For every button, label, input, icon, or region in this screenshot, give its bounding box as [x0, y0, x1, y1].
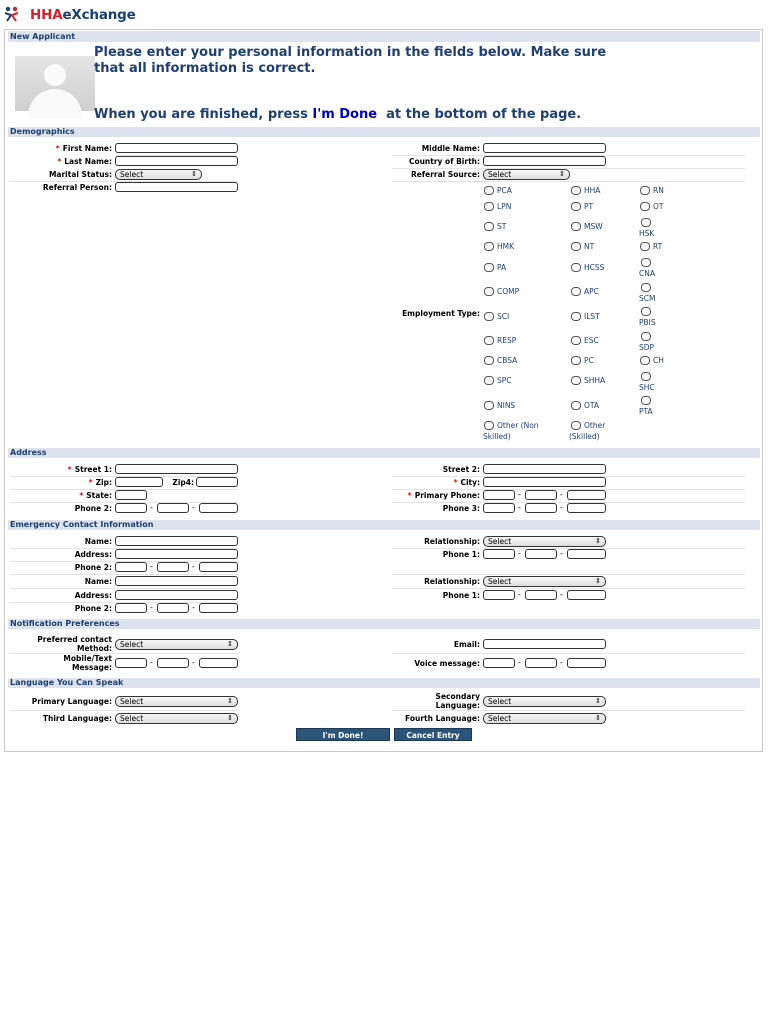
page-title: New Applicant	[8, 31, 760, 42]
fourth-language-label: Fourth Language:	[405, 714, 480, 723]
employment-pc-label: PC	[584, 356, 594, 365]
voice-message-area[interactable]	[483, 658, 515, 668]
employment-comp-label: COMP	[497, 287, 520, 296]
section-language: Language You Can Speak	[8, 678, 760, 688]
emergency1-name-input[interactable]	[115, 536, 238, 546]
zip4-label: Zip4:	[172, 478, 194, 487]
employment-other-skilled-radio[interactable]	[571, 421, 581, 430]
state-input[interactable]	[115, 490, 147, 500]
employment-ot-radio[interactable]	[640, 202, 650, 211]
section-address: Address	[8, 448, 760, 458]
street2-input[interactable]	[483, 464, 606, 474]
employment-cna-label: CNA	[639, 269, 655, 278]
employment-ilst-label: ILST	[584, 312, 600, 321]
employment-ilst-radio[interactable]	[571, 312, 581, 321]
updown-arrow-icon: ⇕	[595, 714, 601, 722]
employment-shha-label: SHHA	[584, 376, 606, 385]
emergency2-relationship-select[interactable]: Select ⇕	[483, 576, 606, 587]
employment-esc-label: ESC	[584, 336, 599, 345]
employment-shc-label: SHC	[639, 383, 655, 392]
emergency2-phone1-prefix[interactable]	[525, 590, 557, 600]
employment-hmk-radio[interactable]	[484, 242, 494, 251]
zip-input[interactable]	[115, 477, 163, 487]
secondary-language-select[interactable]: Select ⇕	[483, 696, 606, 707]
mobile-text-label: Mobile/Text Message:	[63, 654, 112, 672]
employment-rn-radio[interactable]	[640, 186, 650, 195]
zip-label: * Zip:	[88, 478, 112, 487]
mobile-text-line[interactable]	[199, 658, 238, 668]
im-done-button[interactable]: I'm Done!	[296, 728, 390, 741]
updown-arrow-icon: ⇕	[191, 170, 197, 178]
intro-line-1: Please enter your personal information in the fields below. Make sure	[94, 45, 607, 60]
emergency2-phone2-line[interactable]	[199, 603, 238, 613]
emergency1-address-label: Address:	[74, 550, 112, 559]
employment-resp-label: RESP	[497, 336, 517, 345]
employment-lpn-label: LPN	[497, 202, 512, 211]
city-input[interactable]	[483, 477, 606, 487]
emergency2-phone2-prefix[interactable]	[157, 603, 189, 613]
employment-msw-radio[interactable]	[571, 222, 581, 231]
employment-spc-label: SPC	[497, 376, 512, 385]
emergency1-phone1-label: Phone 1:	[442, 550, 480, 559]
emergency2-phone2-area[interactable]	[115, 603, 147, 613]
address-phone2-label: Phone 2:	[74, 504, 112, 513]
primary-phone-prefix[interactable]	[525, 490, 557, 500]
brand-name: HHAeXchange	[30, 7, 136, 23]
employment-pc-radio[interactable]	[571, 356, 581, 365]
employment-other-skilled-label: Other	[584, 421, 606, 430]
primary-language-select[interactable]: Select ⇕	[115, 696, 238, 707]
secondary-language-label: Secondary Language:	[435, 692, 480, 710]
emergency1-phone2-line[interactable]	[199, 562, 238, 572]
voice-message-label: Voice message:	[414, 659, 480, 668]
address-phone2-area[interactable]	[115, 503, 147, 513]
middle-name-input[interactable]	[483, 143, 606, 153]
voice-message-prefix[interactable]	[525, 658, 557, 668]
employment-hcss-radio[interactable]	[571, 263, 581, 272]
employment-sdp-radio[interactable]	[641, 332, 651, 341]
employment-hmk-label: HMK	[497, 242, 515, 251]
employment-scm-radio[interactable]	[641, 283, 651, 292]
employment-sdp-label: SDP	[639, 343, 655, 352]
employment-esc-radio[interactable]	[571, 336, 581, 345]
employment-pt-label: PT	[584, 202, 594, 211]
referral-source-select[interactable]: Select ⇕	[483, 169, 570, 180]
address-phone2-prefix[interactable]	[157, 503, 189, 513]
last-name-input[interactable]	[115, 156, 238, 166]
emergency1-phone1-prefix[interactable]	[525, 549, 557, 559]
employment-hsk-radio[interactable]	[641, 218, 651, 227]
employment-scm-label: SCM	[639, 294, 656, 303]
first-name-input[interactable]	[115, 143, 238, 153]
employment-pta-label: PTA	[639, 407, 653, 416]
emergency2-name-label: Name:	[84, 577, 112, 586]
voice-message-line[interactable]	[567, 658, 606, 668]
employment-st-label: ST	[497, 222, 507, 231]
emergency2-phone1-line[interactable]	[567, 590, 606, 600]
primary-language-label: Primary Language:	[31, 697, 112, 706]
logo-mark-icon	[4, 6, 20, 22]
employment-type-label: Employment Type:	[402, 309, 480, 318]
marital-status-label: Marital Status:	[48, 170, 112, 179]
street1-label: * Street 1:	[67, 465, 112, 474]
emergency1-address-input[interactable]	[115, 549, 238, 559]
employment-rt-label: RT	[653, 242, 663, 251]
emergency1-relationship-label: Relationship:	[424, 537, 480, 546]
referral-person-label: Referral Person:	[42, 183, 112, 192]
address-phone3-label: Phone 3:	[442, 504, 480, 513]
street1-input[interactable]	[115, 464, 238, 474]
address-phone3-prefix[interactable]	[525, 503, 557, 513]
employment-msw-label: MSW	[584, 222, 603, 231]
section-demographics: Demographics	[8, 127, 760, 137]
employment-pa-label: PA	[497, 263, 507, 272]
employment-ot-label: OT	[653, 202, 664, 211]
employment-ota-label: OTA	[584, 401, 600, 410]
emergency2-phone1-label: Phone 1:	[442, 591, 480, 600]
mobile-text-prefix[interactable]	[157, 658, 189, 668]
employment-other-non-skilled-label: Other (Non	[497, 421, 539, 430]
third-language-select[interactable]: Select ⇕	[115, 713, 238, 724]
preferred-contact-label: Preferred contact Method:	[37, 635, 112, 653]
employment-sci-radio[interactable]	[484, 312, 494, 321]
email-label: Email:	[453, 640, 480, 649]
email-input[interactable]	[483, 639, 606, 649]
cancel-entry-button[interactable]: Cancel Entry	[394, 728, 472, 741]
intro-line-3: When you are finished, press I'm Done at the bottom of the page.	[94, 107, 582, 122]
employment-other-non-skilled-label-2: Skilled)	[483, 432, 511, 441]
employment-spc-radio[interactable]	[484, 376, 494, 385]
applicant-photo-placeholder	[15, 56, 95, 111]
address-phone3-line[interactable]	[567, 503, 606, 513]
hhaexchange-logo	[4, 4, 154, 26]
employment-pt-radio[interactable]	[571, 202, 581, 211]
emergency1-name-label: Name:	[84, 537, 112, 546]
employment-nins-label: NINS	[497, 401, 516, 410]
middle-name-label: Middle Name:	[421, 144, 480, 153]
primary-phone-label: * Primary Phone:	[407, 491, 480, 500]
employment-cna-radio[interactable]	[641, 258, 651, 267]
emergency1-phone2-area[interactable]	[115, 562, 147, 572]
emergency2-phone1-area[interactable]	[483, 590, 515, 600]
updown-arrow-icon: ⇕	[595, 537, 601, 545]
country-of-birth-label: Country of Birth:	[408, 157, 480, 166]
employment-pbis-label: PBIS	[639, 318, 656, 327]
employment-ch-radio[interactable]	[640, 356, 650, 365]
referral-person-input[interactable]	[115, 182, 238, 192]
employment-resp-radio[interactable]	[484, 336, 494, 345]
primary-phone-area[interactable]	[483, 490, 515, 500]
employment-hha-radio[interactable]	[571, 186, 581, 195]
employment-sci-label: SCI	[497, 312, 510, 321]
employment-ota-radio[interactable]	[571, 401, 581, 410]
updown-arrow-icon: ⇕	[595, 577, 601, 585]
employment-hcss-label: HCSS	[584, 263, 605, 272]
street2-label: Street 2:	[442, 465, 480, 474]
emergency2-address-label: Address:	[74, 591, 112, 600]
city-label: * City:	[453, 478, 480, 487]
mobile-text-area[interactable]	[115, 658, 147, 668]
zip4-input[interactable]	[196, 477, 238, 487]
country-of-birth-input[interactable]	[483, 156, 606, 166]
emergency2-name-input[interactable]	[115, 576, 238, 586]
updown-arrow-icon: ⇕	[227, 697, 233, 705]
employment-pta-radio[interactable]	[641, 396, 651, 405]
employment-pa-radio[interactable]	[484, 263, 494, 272]
section-notification-preferences: Notification Preferences	[8, 619, 760, 629]
employment-other-non-skilled-radio[interactable]	[484, 421, 494, 430]
emergency1-phone1-area[interactable]	[483, 549, 515, 559]
section-emergency-contact: Emergency Contact Information	[8, 520, 760, 530]
third-language-label: Third Language:	[42, 714, 112, 723]
referral-source-label: Referral Source:	[411, 170, 480, 179]
address-phone2-line[interactable]	[199, 503, 238, 513]
emergency1-relationship-select[interactable]: Select ⇕	[483, 536, 606, 547]
employment-nt-radio[interactable]	[571, 242, 581, 251]
employment-hha-label: HHA	[584, 186, 601, 195]
employment-apc-label: APC	[584, 287, 599, 296]
employment-nt-label: NT	[584, 242, 595, 251]
employment-cbsa-label: CBSA	[497, 356, 518, 365]
employment-pbis-radio[interactable]	[641, 307, 651, 316]
intro-line-2: that all information is correct.	[94, 61, 316, 76]
employment-nins-radio[interactable]	[484, 401, 494, 410]
preferred-contact-select[interactable]: Select ⇕	[115, 639, 238, 650]
updown-arrow-icon: ⇕	[227, 640, 233, 648]
employment-lpn-radio[interactable]	[484, 202, 494, 211]
employment-pca-radio[interactable]	[484, 186, 494, 195]
primary-phone-line[interactable]	[567, 490, 606, 500]
emergency2-phone2-label: Phone 2:	[74, 604, 112, 613]
first-name-label: * First Name:	[55, 144, 112, 153]
updown-arrow-icon: ⇕	[559, 170, 565, 178]
employment-shha-radio[interactable]	[571, 376, 581, 385]
fourth-language-select[interactable]: Select ⇕	[483, 713, 606, 724]
last-name-label: * Last Name:	[57, 157, 112, 166]
employment-rn-label: RN	[653, 186, 664, 195]
emergency1-phone2-label: Phone 2:	[74, 563, 112, 572]
emergency2-relationship-label: Relationship:	[424, 577, 480, 586]
emergency1-phone2-prefix[interactable]	[157, 562, 189, 572]
employment-pca-label: PCA	[497, 186, 512, 195]
employment-st-radio[interactable]	[484, 222, 494, 231]
employment-rt-radio[interactable]	[640, 242, 650, 251]
state-label: * State:	[79, 491, 112, 500]
employment-other-skilled-label-2: (Skilled)	[569, 432, 600, 441]
emergency1-phone1-line[interactable]	[567, 549, 606, 559]
updown-arrow-icon: ⇕	[227, 714, 233, 722]
updown-arrow-icon: ⇕	[595, 697, 601, 705]
address-phone3-area[interactable]	[483, 503, 515, 513]
employment-cbsa-radio[interactable]	[484, 356, 494, 365]
emergency2-address-input[interactable]	[115, 590, 238, 600]
employment-hsk-label: HSK	[639, 229, 655, 238]
employment-apc-radio[interactable]	[571, 287, 581, 296]
employment-ch-label: CH	[653, 356, 664, 365]
marital-status-select[interactable]: Select ⇕	[115, 169, 202, 180]
employment-comp-radio[interactable]	[484, 287, 494, 296]
employment-shc-radio[interactable]	[641, 372, 651, 381]
